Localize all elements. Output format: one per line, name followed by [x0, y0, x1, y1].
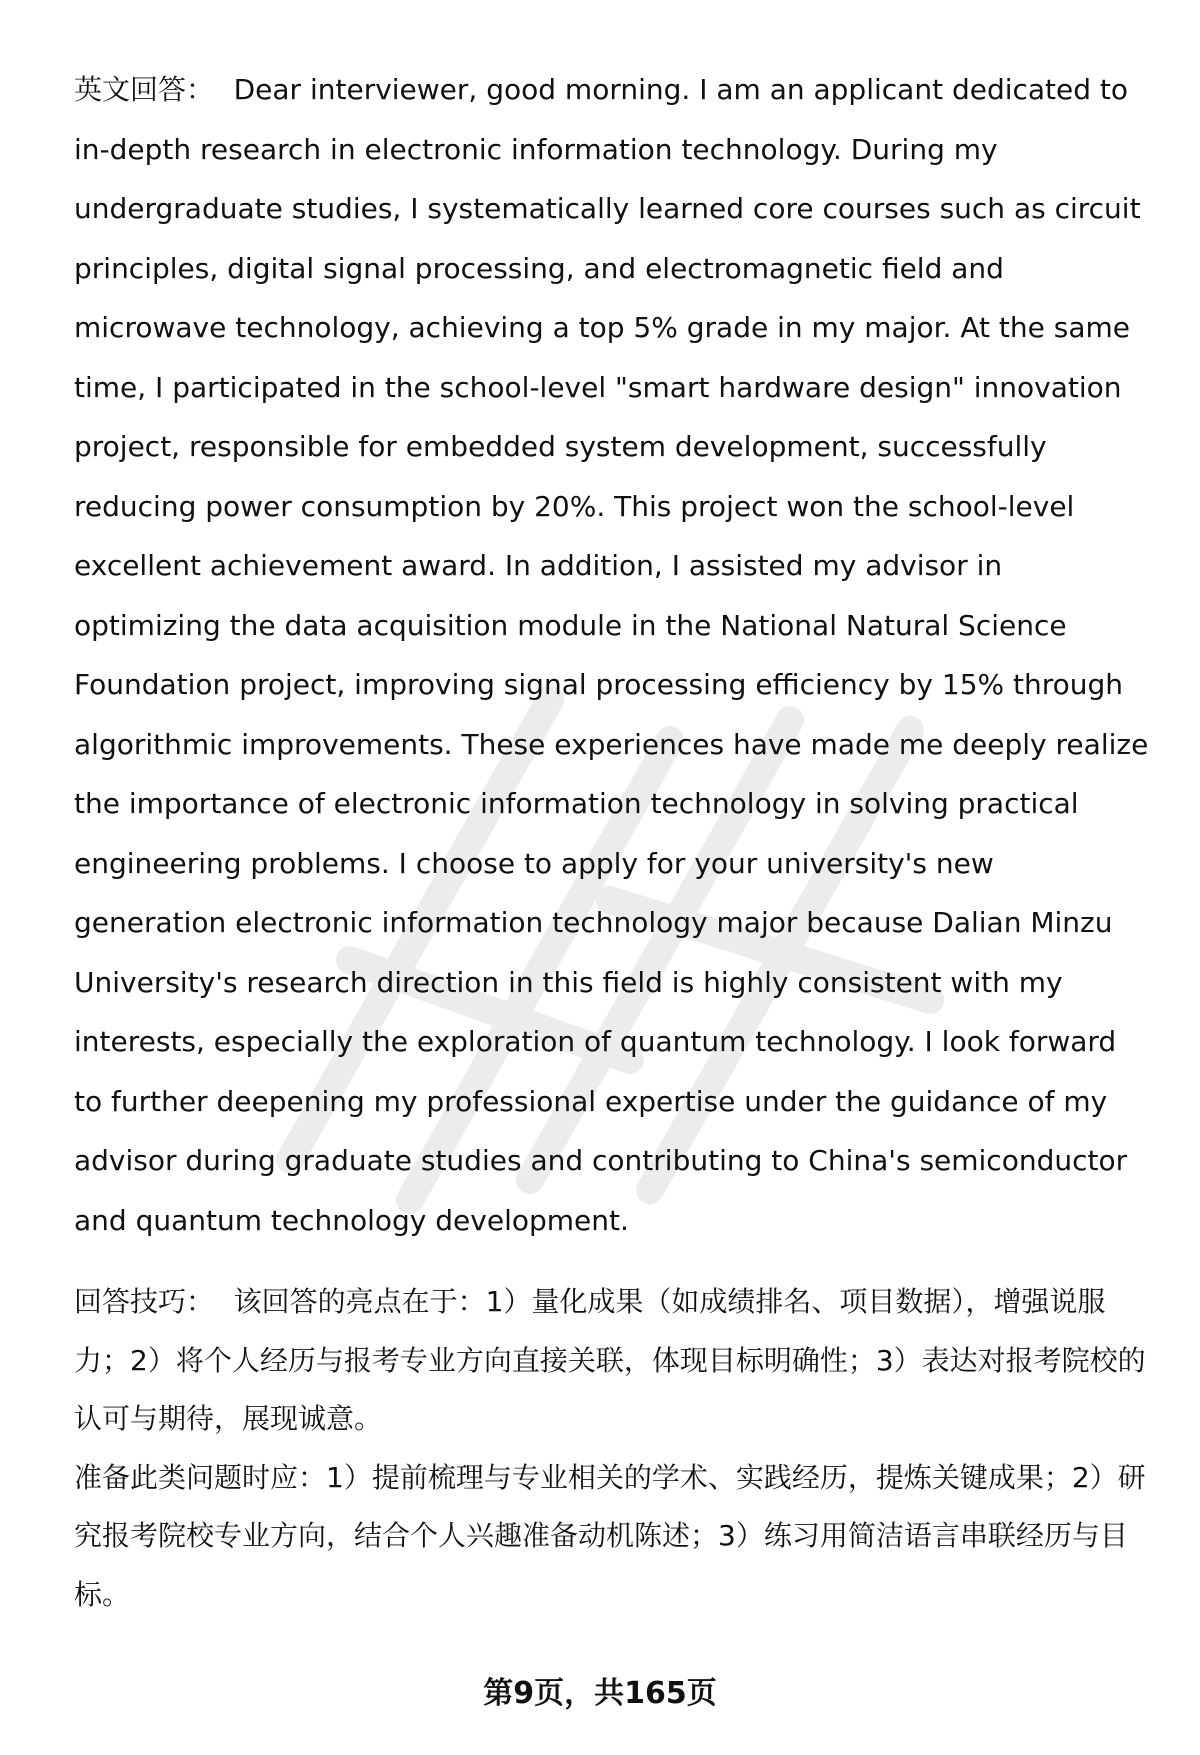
tips-label: 回答技巧：: [74, 1285, 215, 1318]
page-number: 第9页，共165页: [483, 1676, 717, 1711]
tips-paragraph: [74, 1273, 1152, 1449]
answer-paragraph: [74, 60, 1152, 1250]
tips-section: [74, 1273, 1152, 1624]
document-page: [74, 60, 1152, 1624]
prep-paragraph: 准备此类问题时应：1）提前梳理与专业相关的学术、实践经历，提炼关键成果；2）研究报考院校专业方向，结合个人兴趣准备动机陈述；3）练习用简洁语言串联经历与目标。: [74, 1460, 1146, 1611]
answer-text: Dear interviewer, good morning. I am an applicant dedicated to in-depth research in electronic information technology. During my undergraduate studies, I systematically learned core courses such as circuit principles, digital signal processing, and electromagnetic field and microwave technology, achieving a top 5% grade in my major. At the same time, I participated in the school-level "smart hardware design" innovation project, responsible for embedded system development, successfully reducing power consumption by 20%. This project won the school-level excellent achievement award. In addition, I assisted my advisor in optimizing the data acquisition module in the National Natural Science Foundation project, improving signal processing efficiency by 15% through algorithmic improvements. These experiences have made me deeply realize the importance of electronic information technology in solving practical engineering problems. I choose to apply for your university's new generation electronic information technology major because Dalian Minzu University's research direction in this field is highly consistent with my interests, especially the exploration of quantum technology. I look forward to further deepening my professional expertise under the guidance of my advisor during graduate studies and contributing to China's semiconductor and quantum technology development.: [74, 73, 1149, 1237]
answer-label: 英文回答：: [74, 73, 215, 106]
tips-text: 该回答的亮点在于：1）量化成果（如成绩排名、项目数据），增强说服力；2）将个人经历与报考专业方向直接关联，体现目标明确性；3）表达对报考院校的认可与期待，展现诚意。: [74, 1285, 1146, 1435]
